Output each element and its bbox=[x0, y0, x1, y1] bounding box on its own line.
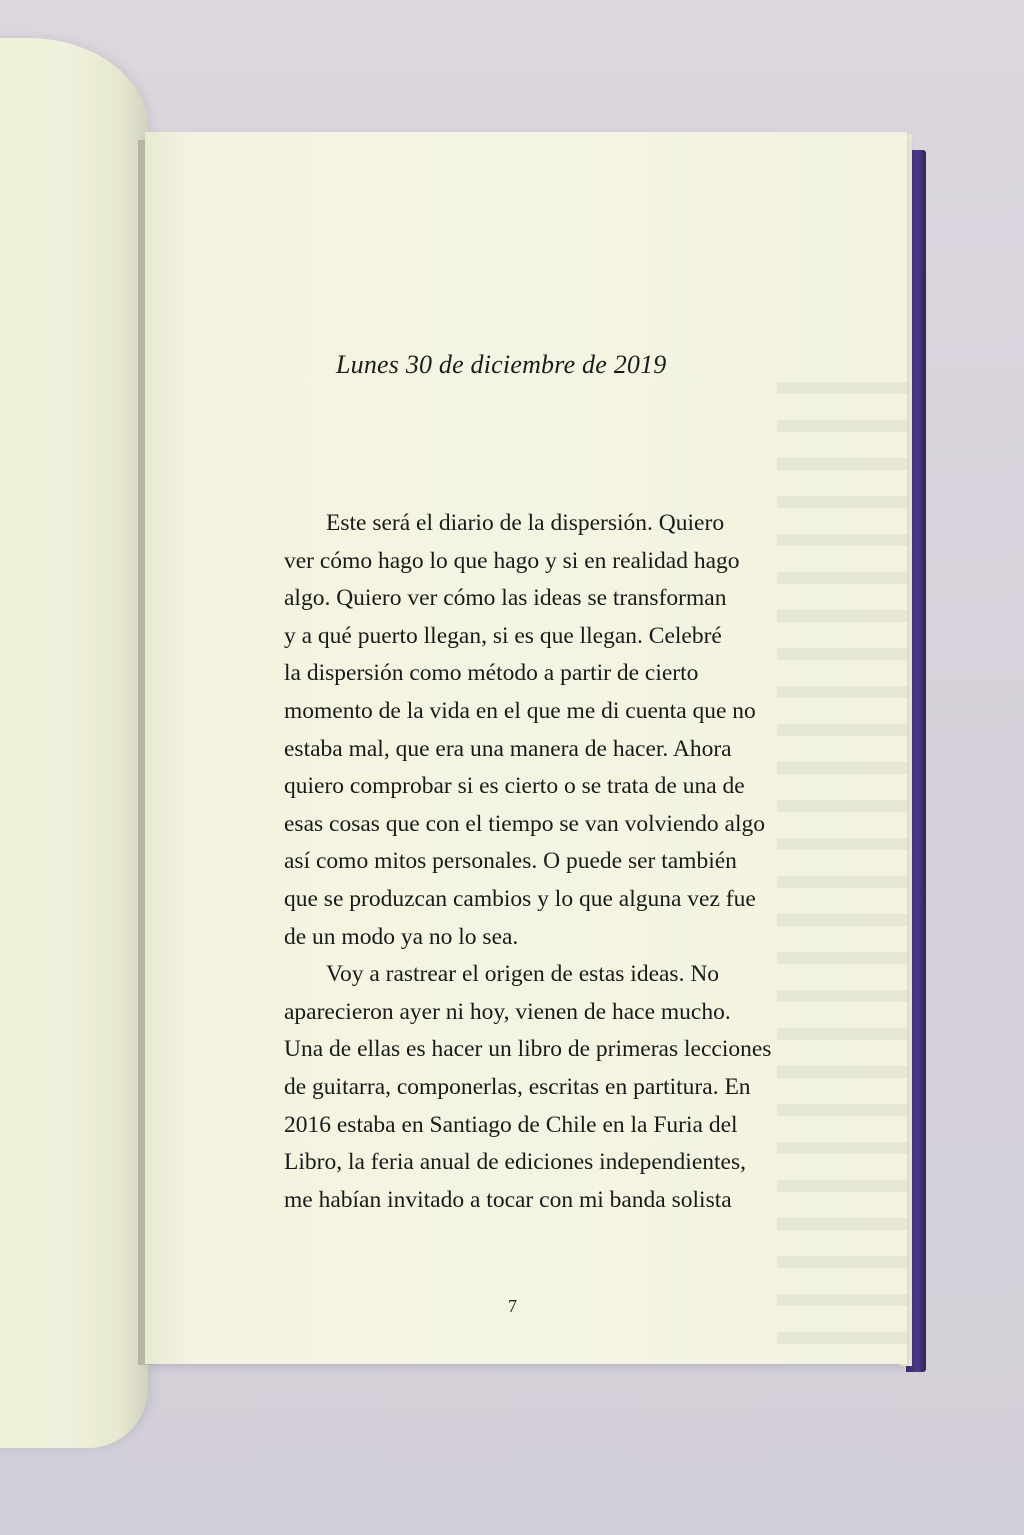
text-line: me habían invitado a tocar con mi banda solista bbox=[284, 1186, 732, 1213]
text-line: estaba mal, que era una manera de hacer. Ahora bbox=[284, 735, 732, 762]
text-line: esas cosas que con el tiempo se van volviendo algo bbox=[284, 810, 765, 837]
diary-date-heading: Lunes 30 de diciembre de 2019 bbox=[336, 350, 667, 379]
text-line: de un modo ya no lo sea. bbox=[284, 923, 519, 950]
text-line: algo. Quiero ver cómo las ideas se transforman bbox=[284, 585, 727, 612]
text-line: momento de la vida en el que me di cuenta que no bbox=[284, 697, 756, 724]
page-number: 7 bbox=[508, 1296, 517, 1316]
text-line: Voy a rastrear el origen de estas ideas. No bbox=[326, 961, 720, 988]
left-page bbox=[0, 38, 148, 1448]
text-line: y a qué puerto llegan, si es que llegan. Celebré bbox=[284, 622, 722, 649]
text-line: Una de ellas es hacer un libro de primeras lecciones bbox=[284, 1036, 772, 1063]
paragraph-2 bbox=[284, 956, 824, 1219]
text-line: la dispersión como método a partir de cierto bbox=[284, 660, 699, 687]
paragraph-1 bbox=[284, 505, 824, 956]
text-line: de guitarra, componerlas, escritas en partitura. En bbox=[284, 1073, 751, 1100]
text-line: 2016 estaba en Santiago de Chile en la Furia del bbox=[284, 1111, 738, 1138]
text-line: Libro, la feria anual de ediciones independientes, bbox=[284, 1149, 746, 1176]
text-line: ver cómo hago lo que hago y si en realidad hago bbox=[284, 547, 740, 574]
text-line: que se produzcan cambios y lo que alguna vez fue bbox=[284, 885, 756, 912]
text-line: aparecieron ayer ni hoy, vienen de hace mucho. bbox=[284, 998, 731, 1025]
text-line: así como mitos personales. O puede ser también bbox=[284, 848, 737, 875]
text-line: Este será el diario de la dispersión. Quiero bbox=[326, 510, 725, 536]
body-text bbox=[284, 505, 824, 1219]
text-line: quiero comprobar si es cierto o se trata de una de bbox=[284, 773, 745, 800]
